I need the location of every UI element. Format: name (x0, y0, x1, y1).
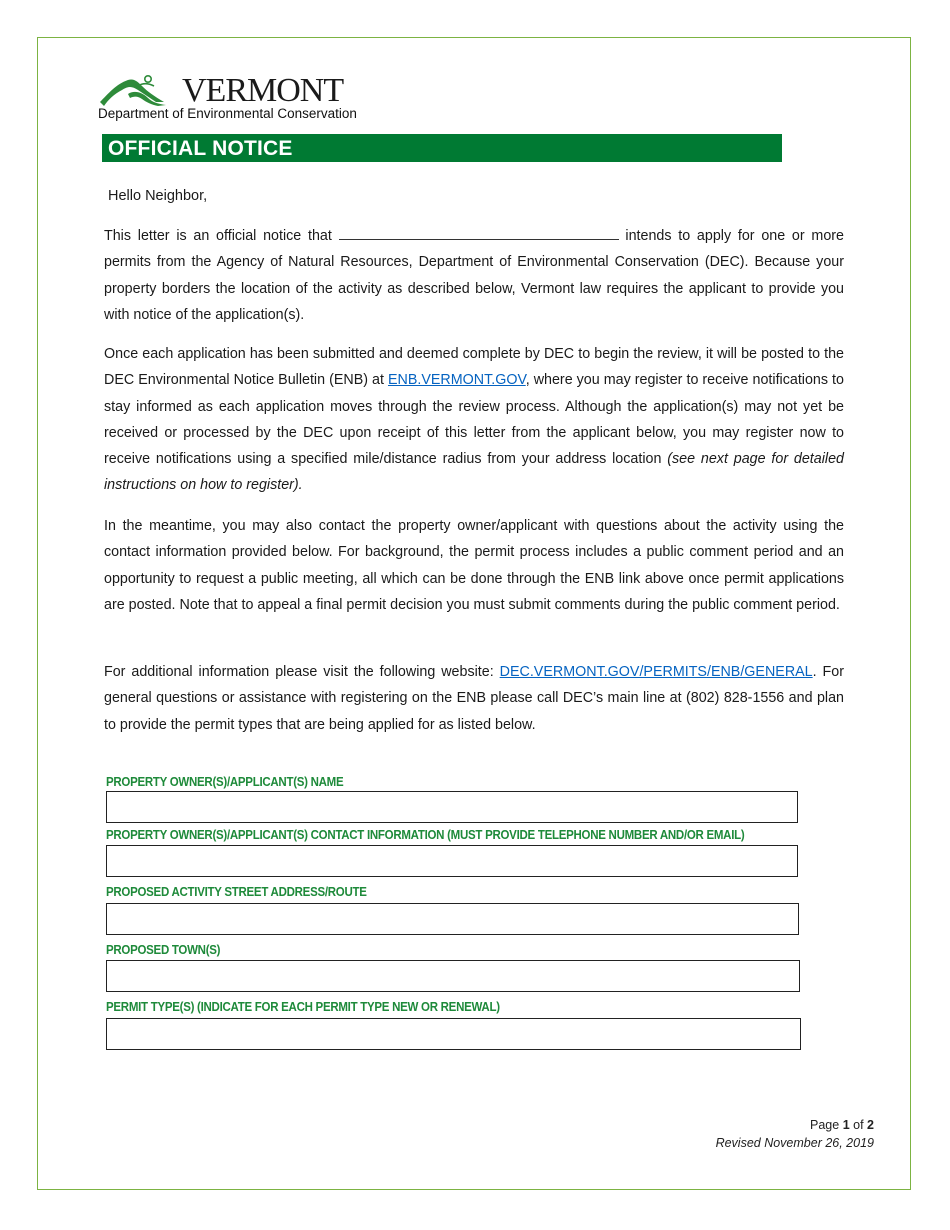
revision-date: Revised November 26, 2019 (715, 1136, 874, 1150)
owner-contact-label: PROPERTY OWNER(S)/APPLICANT(S) CONTACT INFORMATION (MUST PROVIDE TELEPHONE NUMBER AND/OR EMAIL) (106, 828, 745, 842)
logo-department: Department of Environmental Conservation (98, 106, 357, 121)
official-notice-banner: OFFICIAL NOTICE (102, 134, 782, 162)
town-label: PROPOSED TOWN(S) (106, 943, 221, 957)
letter-greeting: Hello Neighbor, (108, 188, 208, 204)
owner-name-label: PROPERTY OWNER(S)/APPLICANT(S) NAME (106, 775, 344, 789)
owner-contact-field[interactable] (106, 845, 798, 877)
permit-types-label: PERMIT TYPE(S) (INDICATE FOR EACH PERMIT TYPE NEW OR RENEWAL) (106, 1000, 500, 1014)
page-number: Page 1 of 2 (810, 1118, 874, 1132)
permit-types-field[interactable] (106, 1018, 801, 1050)
vermont-mountain-logo-icon (98, 72, 182, 108)
enb-link[interactable]: ENB.VERMONT.GOV (387, 372, 526, 389)
street-address-field[interactable] (106, 903, 799, 935)
dec-permits-link[interactable]: DEC.VERMONT.GOV/PERMITS/ENB/GENERAL (499, 664, 813, 680)
letter-paragraph-notice: This letter is an official notice that intends to apply for one or more permits from the Agency of Natural Resources, Department of Environmental Conservation (DEC). Because your property borders the location of the activity as described below, Vermont law requires the applicant to provide you with notice of the application(s). (104, 223, 844, 328)
agency-logo (98, 72, 398, 122)
letter-paragraph-info: For additional information please visit the following website: DEC.VERMONT.GOV/PERMITS/ENB/GENERAL. For general questions or assistance with registering on the ENB please call DEC’s main line at (802) 828-1556 and plan to provide the permit types that are being applied for as listed below. (104, 664, 845, 733)
owner-name-field[interactable] (106, 791, 798, 823)
letter-paragraph-contact: In the meantime, you may also contact the property owner/applicant with questions about the activity using the contact information provided below. For background, the permit process includes a public comment period and an opportunity to request a public meeting, all which can be done through the ENB link above once permit applications are posted. Note that to appeal a final permit decision you must submit comments during the public comment period. (104, 518, 844, 613)
logo-wordmark: VERMONT (182, 72, 344, 109)
applicant-name-blank (339, 225, 619, 240)
letter-paragraph-enb: Once each application has been submitted and deemed complete by DEC to begin the review, it will be posted to the DEC Environmental Notice Bulletin (ENB) at ENB.VERMONT.GOV, where you may register to receive notifications to stay informed as each application moves through the review process. Although the application(s) may not yet be received or processed by the DEC upon receipt of this letter from the applicant below, you may register now to receive notifications using a specified mile/distance radius from your address location (see next page for detailed instructions on how to register). (104, 346, 844, 494)
town-field[interactable] (106, 960, 800, 992)
street-address-label: PROPOSED ACTIVITY STREET ADDRESS/ROUTE (106, 885, 367, 899)
